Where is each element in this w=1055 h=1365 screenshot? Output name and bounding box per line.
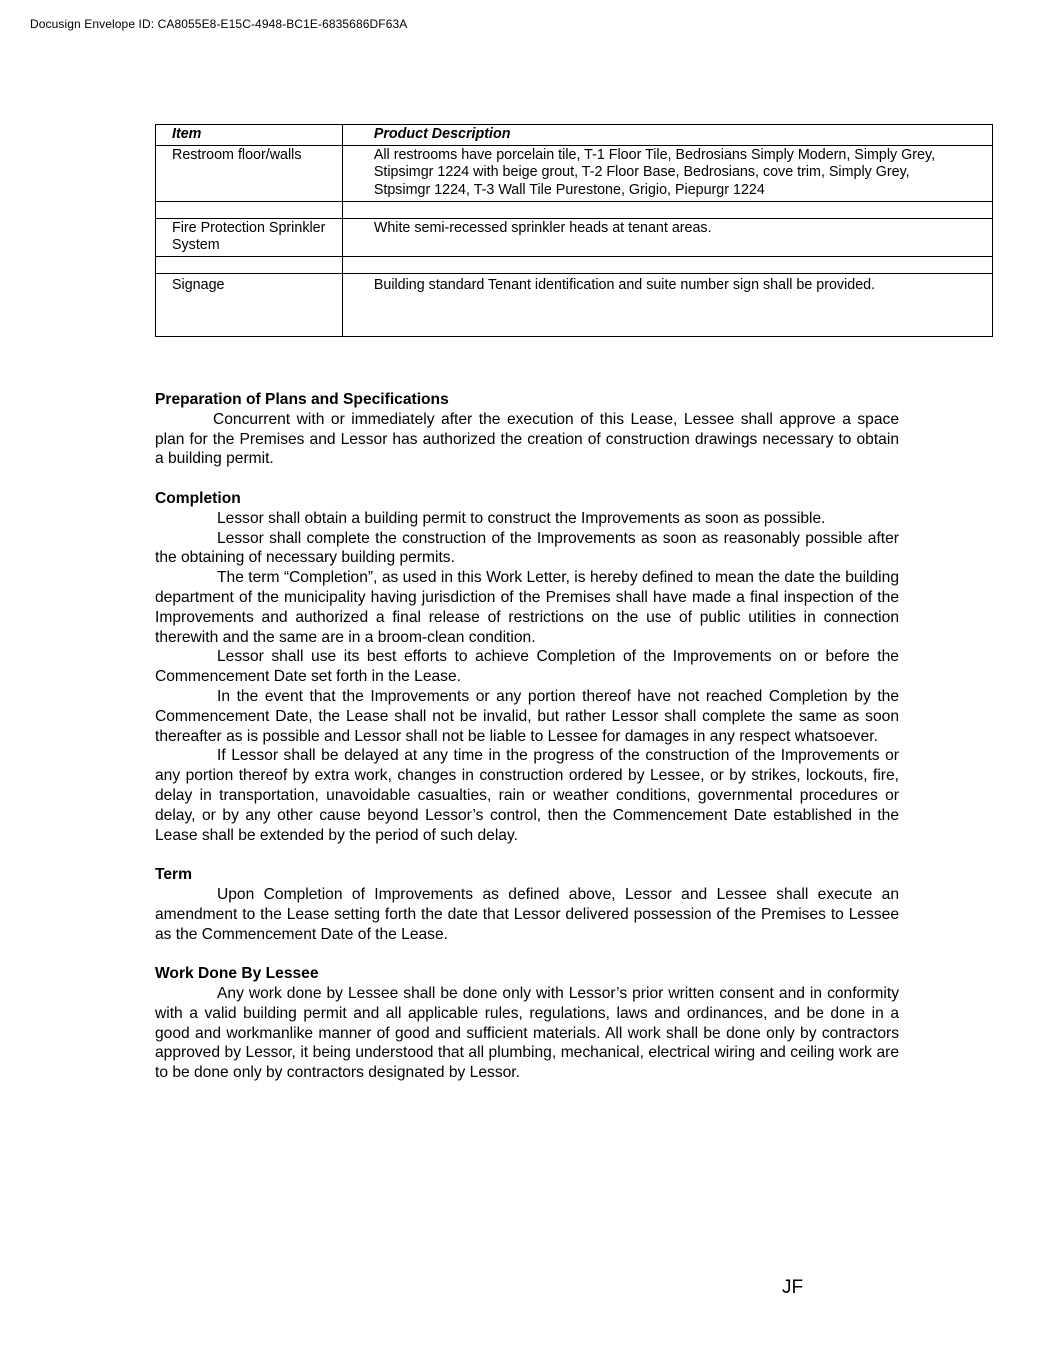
paragraph: Concurrent with or immediately after the execution of this Lease, Lessee shall approve a space plan for the Premises and Lessor has authorized the creation of construction drawings necessary to obtain a building permit. [155,410,899,468]
document-body [155,390,899,1083]
header-item: Item [156,125,343,146]
table-row [156,145,993,201]
paragraph: Lessor shall obtain a building permit to construct the Improvements as soon as possible. [217,509,826,527]
row-description: White semi-recessed sprinkler heads at tenant areas. [342,218,992,256]
section-heading-completion: Completion [155,489,241,507]
signer-initials: JF [782,1277,804,1298]
section-heading-work-done-by-lessee: Work Done By Lessee [155,965,319,983]
paragraph: Lessor shall use its best efforts to achieve Completion of the Improvements on or before the Commencement Date set forth in the Lease. [155,648,899,686]
docusign-envelope-id: Docusign Envelope ID: CA8055E8-E15C-4948-BC1E-6835686DF63A [30,17,408,31]
paragraph: The term “Completion”, as used in this Work Letter, is hereby defined to mean the date the building department of the municipality having jurisdiction of the Premises shall have made a final inspection of the Improvements and authorized a final release of restrictions on the use of public utilities in connection therewith and the same are in a broom-clean condition. [155,569,899,646]
row-description: Building standard Tenant identification and suite number sign shall be provided. [342,273,992,336]
table-row [156,273,993,336]
section-heading-term: Term [155,866,192,884]
header-product-description: Product Description [342,125,992,146]
paragraph: Any work done by Lessee shall be done only with Lessor’s prior written consent and in conformity with a valid building permit and all applicable rules, regulations, laws and ordinances, and be done in a good and workmanlike manner of good and sufficient materials. All work shall be done only by contractors approved by Lessor, it being understood that all plumbing, mechanical, electrical wiring and ceiling work are to be done only by contractors designated by Lessor. [155,984,899,1082]
paragraph: If Lessor shall be delayed at any time in the progress of the construction of the Improvements or any portion thereof by extra work, changes in construction ordered by Lessee, or by strikes, lockouts, fire, delay in transportation, unavoidable casualties, rain or weather conditions, governmental procedures or delay, or by any other cause beyond Lessor’s control, then the Commencement Date established in the Lease shall be extended by the period of such delay. [155,747,899,844]
table-row-empty [156,256,993,273]
paragraph: Upon Completion of Improvements as defined above, Lessor and Lessee shall execute an amendment to the Lease setting forth the date that Lessor delivered possession of the Premises to Lessee as the Commencement Date of the Lease. [155,885,899,943]
table-row [156,218,993,256]
table-header-row [156,125,993,146]
row-item: Signage [156,273,343,336]
row-item: Fire Protection Sprinkler System [156,218,343,256]
product-description-table [155,124,993,337]
row-description: All restrooms have porcelain tile, T-1 Floor Tile, Bedrosians Simply Modern, Simply Grey, Stipsimgr 1224 with beige grout, T-2 Floor Base, Bedrosians, cove trim, Simply Grey, Stpsimgr 1224, T-3 Wall Tile Purestone, Grigio, Piepurgr 1224 [342,145,992,201]
paragraph: In the event that the Improvements or any portion thereof have not reached Completion by the Commencement Date, the Lease shall not be invalid, but rather Lessor shall complete the same as soon thereafter as is possible and Lessor shall not be liable to Lessee for damages in any respect whatsoever. [155,687,899,745]
row-description [342,256,992,273]
row-description [342,201,992,218]
paragraph: Lessor shall complete the construction of the Improvements as soon as reasonably possible after the obtaining of necessary building permits. [155,529,899,567]
section-heading-plans: Preparation of Plans and Specifications [155,391,449,408]
row-item [156,201,343,218]
row-item [156,256,343,273]
row-item: Restroom floor/walls [156,145,343,201]
table-row-empty [156,201,993,218]
